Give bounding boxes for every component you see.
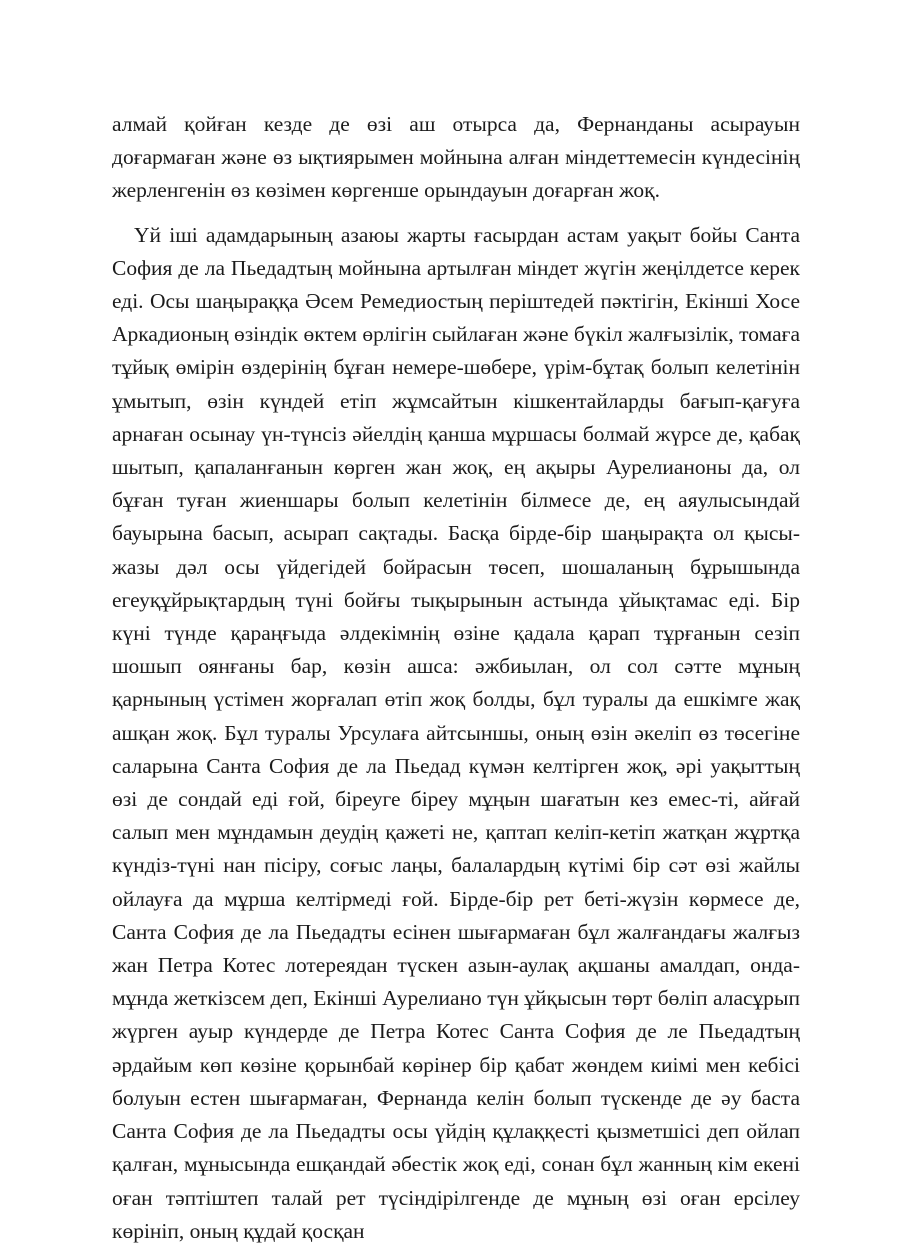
page-text-body — [112, 108, 800, 1248]
paragraph-main: Үй іші адамдарының азаюы жарты ғасырдан астам уақыт бойы Санта София де ла Пьедадтың мойнына артылған міндет жүгін жеңілдетсе керек еді. Осы шаңыраққа Әсем Ремедиостың періштедей пәктігін, Екінші Хосе Аркадионың өзіндік өктем өрлігін сыйлаған және бүкіл жалғызілік, томаға тұйық өмірін өздерінің бұған немере-шөбере, үрім-бұтақ болып келетінін ұмытып, өзін күндей етіп жұмсайтын кішкентайларды бағып-қағуға арнаған осынау үн-түнсіз әйелдің қанша мұршасы болмай жүрсе де, қабақ шытып, қапаланғанын көрген жан жоқ, ең ақыры Аурелианоны да, ол бұған туған жиеншары болып келетінін білмесе де, ең аяулысындай бауырына басып, асырап сақтады. Басқа бірде-бір шаңырақта ол қысы-жазы дәл осы үйдегідей бойрасын төсеп, шошаланың бұрышында егеуқұйрықтардың түні бойғы тықырынын астында ұйықтамас еді. Бір күні түнде қараңғыда әлдекімнің өзіне қадала қарап тұрғанын сезіп шошып оянғаны бар, көзін ашса: әжбиылан, ол сол сәтте мұның қарнының үстімен жорғалап өтіп жоқ болды, бұл туралы да ешкімге жақ ашқан жоқ. Бұл туралы Урсулаға айтсыншы, оның өзін әкеліп өз төсегіне саларына Санта София де ла Пьедад күмән келтірген жоқ, әрі уақыттың өзі де сондай еді ғой, біреуге біреу мұңын шағатын кез емес-ті, айғай салып мен мұндамын деудің қажеті не, қаптап келіп-кетіп жатқан жұртқа күндіз-түні нан пісіру, соғыс лаңы, балалардың күтімі бір сәт өзі жайлы ойлауға да мұрша келтірмеді ғой. Бірде-бір рет беті-жүзін көрмесе де, Санта София де ла Пьедадты есінен шығармаған бұл жалғандағы жалғыз жан Петра Котес лотереядан түскен азын-аулақ ақшаны амалдап, онда-мұнда жеткізсем деп, Екінші Аурелиано түн ұйқысын төрт бөліп аласұрып жүрген ауыр күндерде де Петра Котес Санта София де ле Пьедадтың әрдайым көп көзіне қорынбай көрінер бір қабат жөндем киімі мен кебісі болуын естен шығармаған, Фернанда келін болып түскенде де әу баста Санта София де ла Пьедадты осы үйдің құлаққесті қызметшісі деп ойлап қалған, мұнысында ешқандай әбестік жоқ еді, сонан бұл жанның кім екені оған тәптіштеп талай рет түсіндірілгенде де мұның өзі оған ерсілеу көрініп, оның құдай қосқан — [112, 222, 800, 1243]
paragraph-continued: алмай қойған кезде де өзі аш отырса да, Фернанданы асырауын доғармаған және өз ықтиярымен мойнына алған міндеттемесін күндесінің жерленгенін өз көзімен көргенше орындауын доғарған жоқ. — [112, 112, 800, 203]
